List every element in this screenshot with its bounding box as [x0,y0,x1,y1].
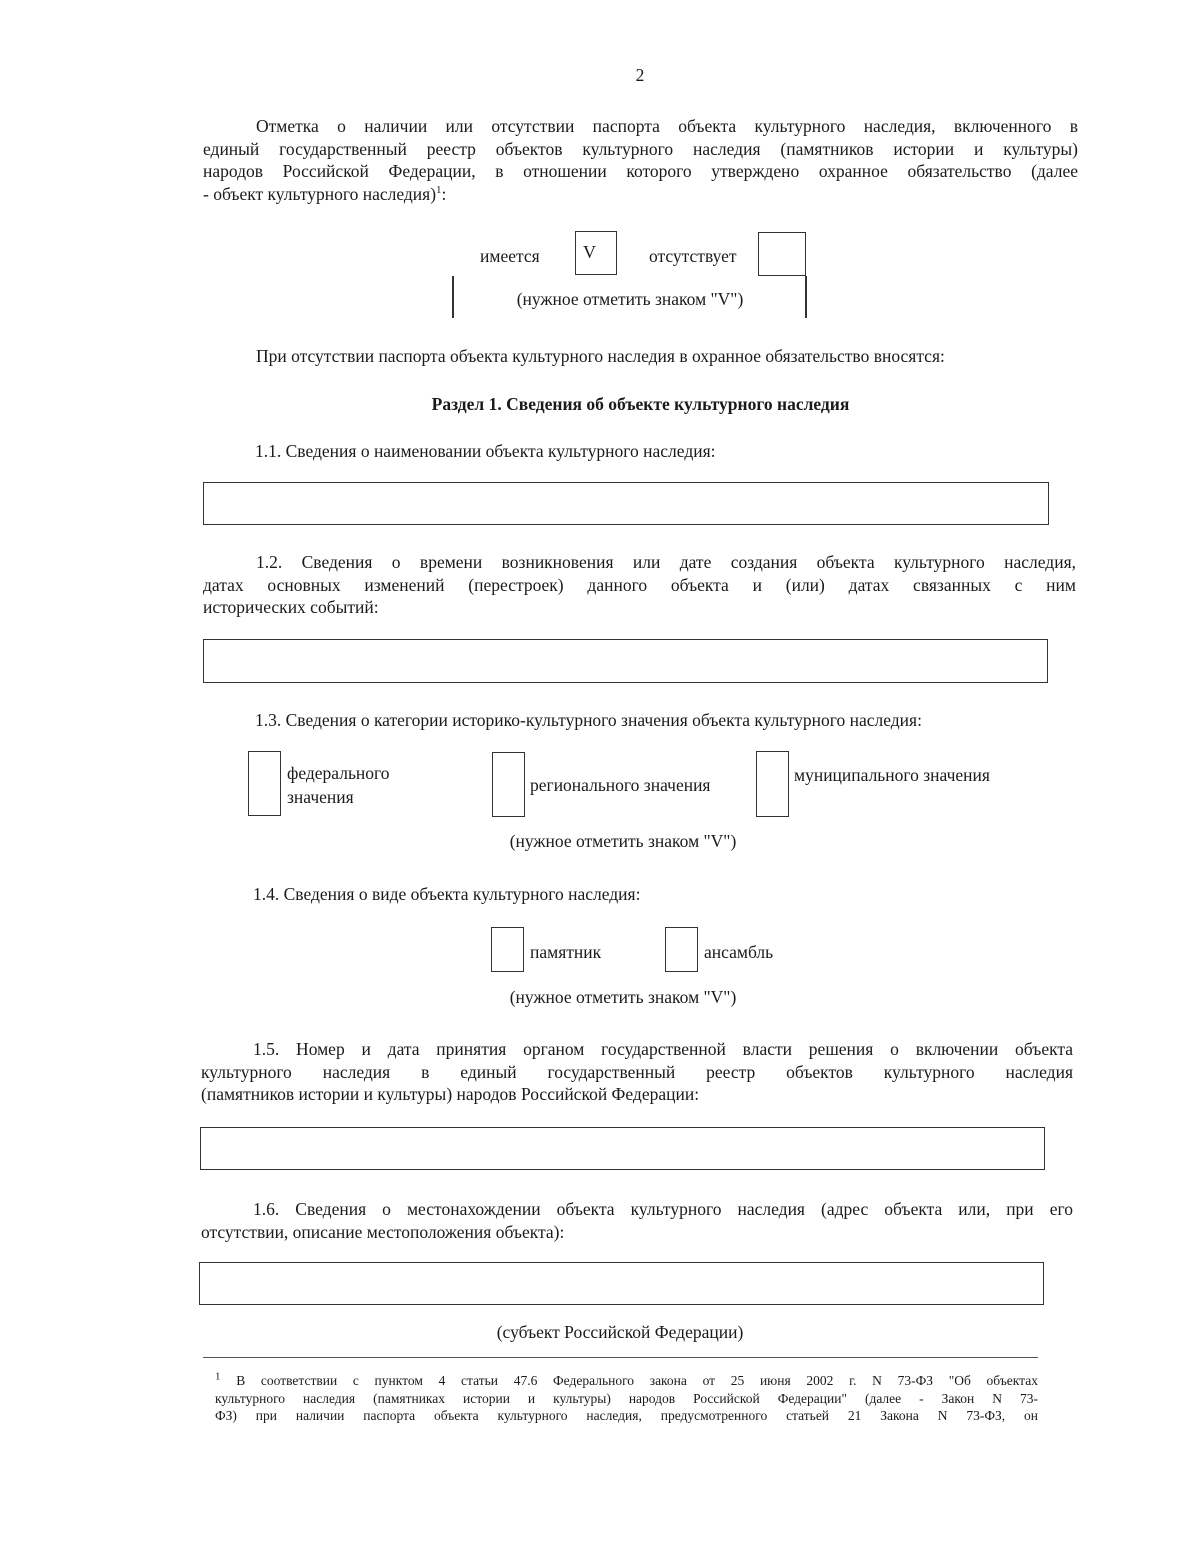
registry-decision-field[interactable] [200,1127,1045,1170]
item-1-5-line-2: культурного наследия в единый государственный реестр объектов культурного наследия [201,1061,1073,1082]
footnote [215,1372,1038,1425]
item-1-5-paragraph [201,1038,1073,1106]
item-1-3-label: 1.3. Сведения о категории историко-культурного значения объекта культурного наследия: [255,710,922,730]
footnote-line-2: культурного наследия (памятниках истории и культуры) народов Российской Федерации" (далее - Закон N 73- [215,1390,1038,1406]
kind-monument-label: памятник [530,942,602,962]
passport-choice-hint: (нужное отметить знаком "V") [516,289,744,309]
location-field[interactable] [199,1262,1044,1305]
footnote-line-1-text: В соответствии с пунктом 4 статьи 47.6 Федерального закона от 25 июня 2002 г. N 73-ФЗ "Об объектах [220,1373,1038,1388]
category-regional-checkbox[interactable] [492,752,525,817]
checkmark: V [583,242,596,262]
item-1-2-paragraph [203,551,1076,619]
category-regional-label: регионального значения [530,775,711,795]
passport-absent-label: отсутствует [649,246,737,266]
item-1-2-line-2: датах основных изменений (перестроек) данного объекта и (или) датах связанных с ним [203,574,1076,595]
bracket-right-line [805,276,807,318]
item-1-1-label: 1.1. Сведения о наименовании объекта культурного наследия: [255,441,716,461]
footnote-separator [203,1357,1038,1358]
passport-note-line-4-text: - объект культурного наследия) [203,183,437,204]
passport-note-line-1: Отметка о наличии или отсутствии паспорта объекта культурного наследия, включенного в [256,116,1078,136]
category-municipal-label: муниципального значения [794,765,990,785]
section-1-title: Раздел 1. Сведения об объекте культурного наследия [431,394,850,414]
absence-intro: При отсутствии паспорта объекта культурного наследия в охранное обязательство вносятся: [256,346,945,366]
passport-present-checkbox[interactable] [575,231,617,275]
passport-note-line-4-end: : [441,183,447,204]
footnote-reference: 1 [436,183,442,196]
bracket-left-line [452,276,454,318]
passport-note-line-3: народов Российской Федерации, в отношении которого утверждено охранное обязательство (далее [203,161,1078,181]
item-1-2-line-3: исторических событий: [203,597,379,617]
passport-note-line-4 [203,183,1078,206]
kind-ensemble-checkbox[interactable] [665,927,698,972]
category-federal-label-line-1: федерального [287,763,390,783]
category-hint: (нужное отметить знаком "V") [509,831,737,851]
passport-note-line-2: единый государственный реестр объектов культурного наследия (памятников истории и культуры) [203,138,1078,159]
footnote-mark: 1 [215,1370,221,1383]
item-1-6-paragraph [201,1198,1073,1243]
object-dates-field[interactable] [203,639,1048,683]
kind-hint: (нужное отметить знаком "V") [509,987,737,1007]
footnote-line-3: ФЗ) при наличии паспорта объекта культурного наследия, предусмотренного статьей 21 Закона N 73-ФЗ, он [215,1408,1038,1423]
passport-present-label: имеется [480,246,540,266]
category-municipal-checkbox[interactable] [756,751,789,817]
category-federal-label-line-2: значения [287,787,354,807]
passport-note-paragraph [203,115,1078,205]
object-name-field[interactable] [203,482,1049,525]
kind-ensemble-label: ансамбль [704,942,774,962]
item-1-6-line-2: отсутствии, описание местоположения объекта): [201,1221,565,1242]
item-1-4-label: 1.4. Сведения о виде объекта культурного наследия: [253,884,641,904]
item-1-2-line-1: 1.2. Сведения о времени возникновения или дате создания объекта культурного наследия, [256,552,1076,572]
item-1-5-line-1: 1.5. Номер и дата принятия органом государственной власти решения о включении объекта [253,1039,1073,1059]
kind-monument-checkbox[interactable] [491,927,524,972]
page-number: 2 [635,65,645,85]
passport-absent-checkbox[interactable] [758,232,806,276]
item-1-5-line-3: (памятников истории и культуры) народов Российской Федерации: [201,1084,700,1104]
category-federal-checkbox[interactable] [248,751,281,816]
footnote-line-1 [215,1372,1038,1390]
item-1-6-line-1: 1.6. Сведения о местонахождении объекта культурного наследия (адрес объекта или, при его [253,1199,1073,1219]
subject-caption: (субъект Российской Федерации) [496,1322,744,1342]
